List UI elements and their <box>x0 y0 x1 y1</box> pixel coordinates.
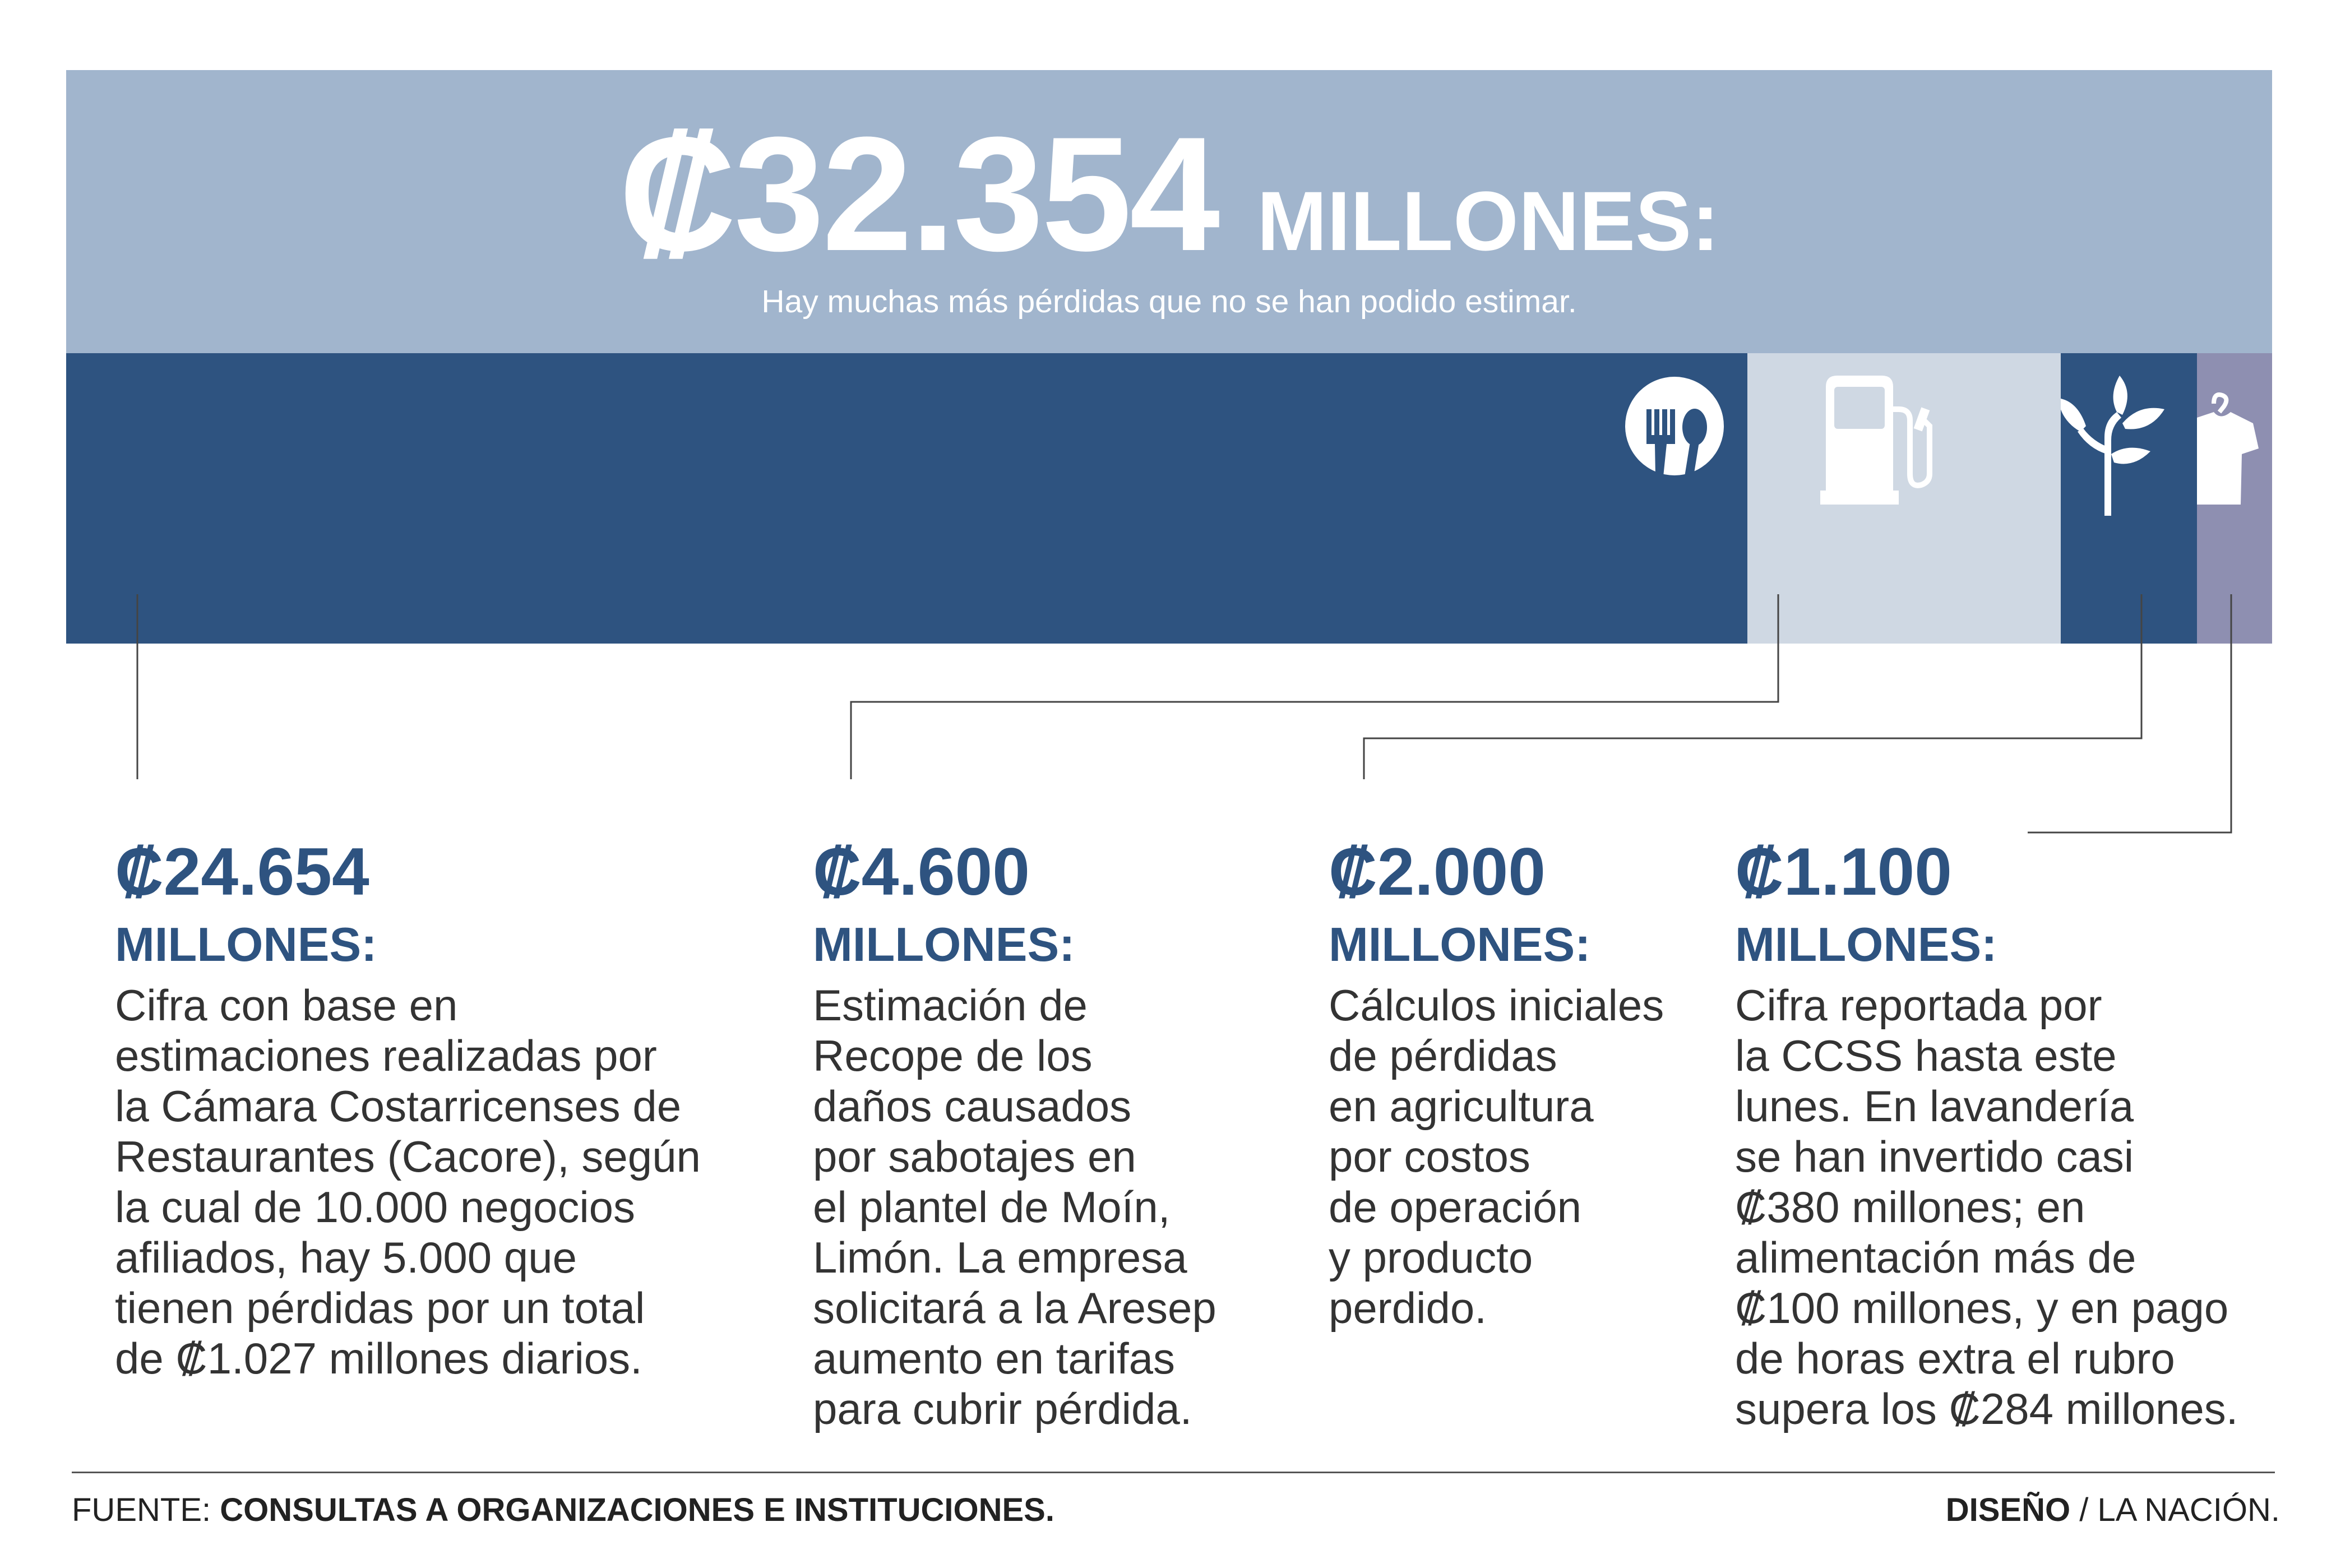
bar-segment-1 <box>66 353 1747 644</box>
item-description: Cálculos iniciales de pérdidas en agricultura por costos de operación y producto perdido. <box>1329 980 1664 1333</box>
item-ccss <box>1735 834 2296 1434</box>
subtitle: Hay muchas más pérdidas que no se han podido estimar. <box>761 284 1577 320</box>
item-agricultura <box>1329 834 1721 1333</box>
source-label: FUENTE: <box>72 1492 211 1528</box>
source-text: CONSULTAS A ORGANIZACIONES E INSTITUCIONES. <box>220 1492 1054 1528</box>
total-value: ₡32.354 <box>618 103 1218 285</box>
credit-line <box>1946 1491 2280 1529</box>
stacked-bar <box>66 353 2272 644</box>
headline <box>66 101 2272 288</box>
item-unit: MILLONES: <box>813 918 1075 972</box>
credit-outlet: / LA NACIÓN. <box>2070 1492 2280 1528</box>
item-value: ₡1.100 <box>1735 834 1952 909</box>
item-value: ₡4.600 <box>813 834 1030 909</box>
source-line <box>72 1491 1054 1529</box>
footer-divider <box>72 1472 2275 1473</box>
item-value: ₡24.654 <box>115 834 369 909</box>
bar-segment-4 <box>2197 353 2272 644</box>
credit-design: DISEÑO <box>1945 1492 2071 1528</box>
item-recope <box>813 834 1306 1434</box>
bar-segment-2 <box>1747 353 2061 644</box>
item-restaurantes <box>115 834 788 1384</box>
item-unit: MILLONES: <box>1735 918 1997 972</box>
total-unit: MILLONES: <box>1257 174 1720 268</box>
item-description: Cifra reportada por la CCSS hasta este lunes. En lavandería se han invertido casi ₡380 millones; en alimentación más de ₡100 millones, y en pago de horas extra el rubro supera los ₡284 millones. <box>1735 980 2238 1433</box>
item-unit: MILLONES: <box>115 918 377 972</box>
item-value: ₡2.000 <box>1329 834 1546 909</box>
item-description: Cifra con base en estimaciones realizadas por la Cámara Costarricenses de Restaurantes (Cacore), según la cual de 10.000 negocios afiliados, hay 5.000 que tienen pérdidas por un total de ₡1.027 millones diarios. <box>115 980 701 1383</box>
item-description: Estimación de Recope de los daños causados por sabotajes en el plantel de Moín, Limón. La empresa solicitará a la Aresep aumento en tarifas para cubrir pérdida. <box>813 980 1216 1433</box>
bar-segment-3 <box>2061 353 2197 644</box>
item-unit: MILLONES: <box>1329 918 1591 972</box>
